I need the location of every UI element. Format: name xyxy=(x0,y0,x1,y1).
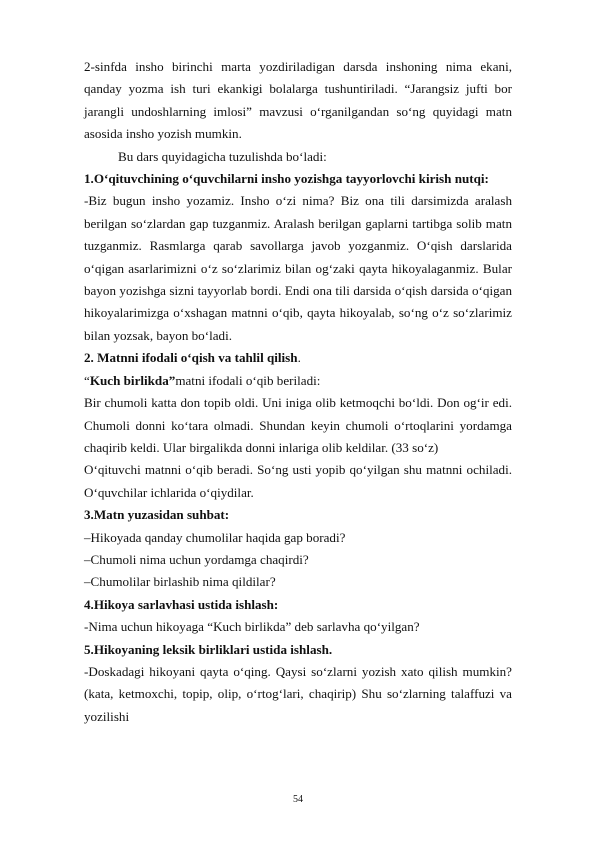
paragraph: -Nima uchun hikoyaga “Kuch birlikda” deb sarlavha qo‘yilgan? xyxy=(84,619,420,635)
section-2-heading-line xyxy=(84,347,512,369)
paragraph: -Doskadagi hikoyani qayta o‘qing. Qaysi so‘zlarni yozish xato qilish mumkin? (kata, ketmoxchi, topip, olip, o‘rtog‘lari, chaqirip) Shu so‘zlarning talaffuzi va yozilishi xyxy=(84,663,512,724)
section-heading: 4.Hikoya sarlavhasi ustida ishlash: xyxy=(84,596,279,612)
paragraph: O‘qituvchi matnni o‘qib beradi. So‘ng usti yopib qo‘yilgan shu matnni ochiladi. O‘quvchilar ichlarida o‘qiydilar. xyxy=(84,462,512,500)
indented-paragraph: Bu dars quyidagicha tuzulishda bo‘ladi: xyxy=(118,148,327,164)
page-number: 54 xyxy=(293,794,303,805)
paragraph: –Hikoyada qanday chumolilar haqida gap boradi? xyxy=(84,529,346,545)
section-heading: 5.Hikoyaning leksik birliklari ustida ishlash. xyxy=(84,641,333,657)
paragraph: –Chumolilar birlashib nima qildilar? xyxy=(84,574,276,590)
paragraph: –Chumoli nima uchun yordamga chaqirdi? xyxy=(84,551,309,567)
story-title-line xyxy=(84,370,512,392)
paragraph: 2-sinfda insho birinchi marta yozdiriladigan darsda inshoning nima ekani, qanday yozma ish turi ekankigi bolalarga tushuntiriladi. “Jarangsiz jufti bor jarangli undoshlarning imlosi” mavzusi o‘rganilgandan so‘ng quyidagi matn asosida insho yozish mumkin. xyxy=(84,59,512,142)
section-2-heading: 2. Matnni ifodali o‘qish va tahlil qilish xyxy=(84,350,298,366)
page-content xyxy=(84,56,512,728)
paragraph: -Biz bugun insho yozamiz. Insho o‘zi nima? Biz ona tili darsimizda aralash berilgan so‘zlardan gap tuzganmiz. Aralash berilgan gaplarni tartibga solib matn tuzganmiz. Rasmlarga qarab savollarga javob yozganmiz. O‘qish darslarida o‘qigan asarlarimizni o‘z so‘zlarimiz bilan og‘zaki qayta hikoyalaganmiz. Bular bayon yozishga sizni tayyorlab bordi. Endi ona tili darsida o‘qish darsida o‘qigan hikoyalarimizga o‘xshagan matnni o‘qib, qayta hikoyalab, so‘ng o‘z so‘zlarimiz bilan yozsak, bayon bo‘ladi. xyxy=(84,193,512,343)
section-heading: 3.Matn yuzasidan suhbat: xyxy=(84,507,230,523)
section-heading: 1.O‘qituvchining o‘quvchilarni insho yozishga tayyorlovchi kirish nutqi: xyxy=(84,171,489,187)
text-block-top xyxy=(84,56,512,347)
paragraph: Bir chumoli katta don topib oldi. Uni iniga olib ketmoqchi bo‘ldi. Don og‘ir edi. Chumoli donni ko‘tara olmadi. Shundan keyin chumoli o‘rtoqlarini yordamga chaqirib keldi. Ular birgalikda donni inlariga olib keldilar. (33 so‘z) xyxy=(84,395,512,455)
section-2-heading-tail: . xyxy=(297,350,301,366)
story-title-rest: matni ifodali o‘qib beriladi: xyxy=(175,372,321,388)
story-title: Kuch birlikda” xyxy=(89,372,176,388)
text-block-bottom xyxy=(84,392,512,728)
story-title-quote: “ xyxy=(84,372,90,388)
